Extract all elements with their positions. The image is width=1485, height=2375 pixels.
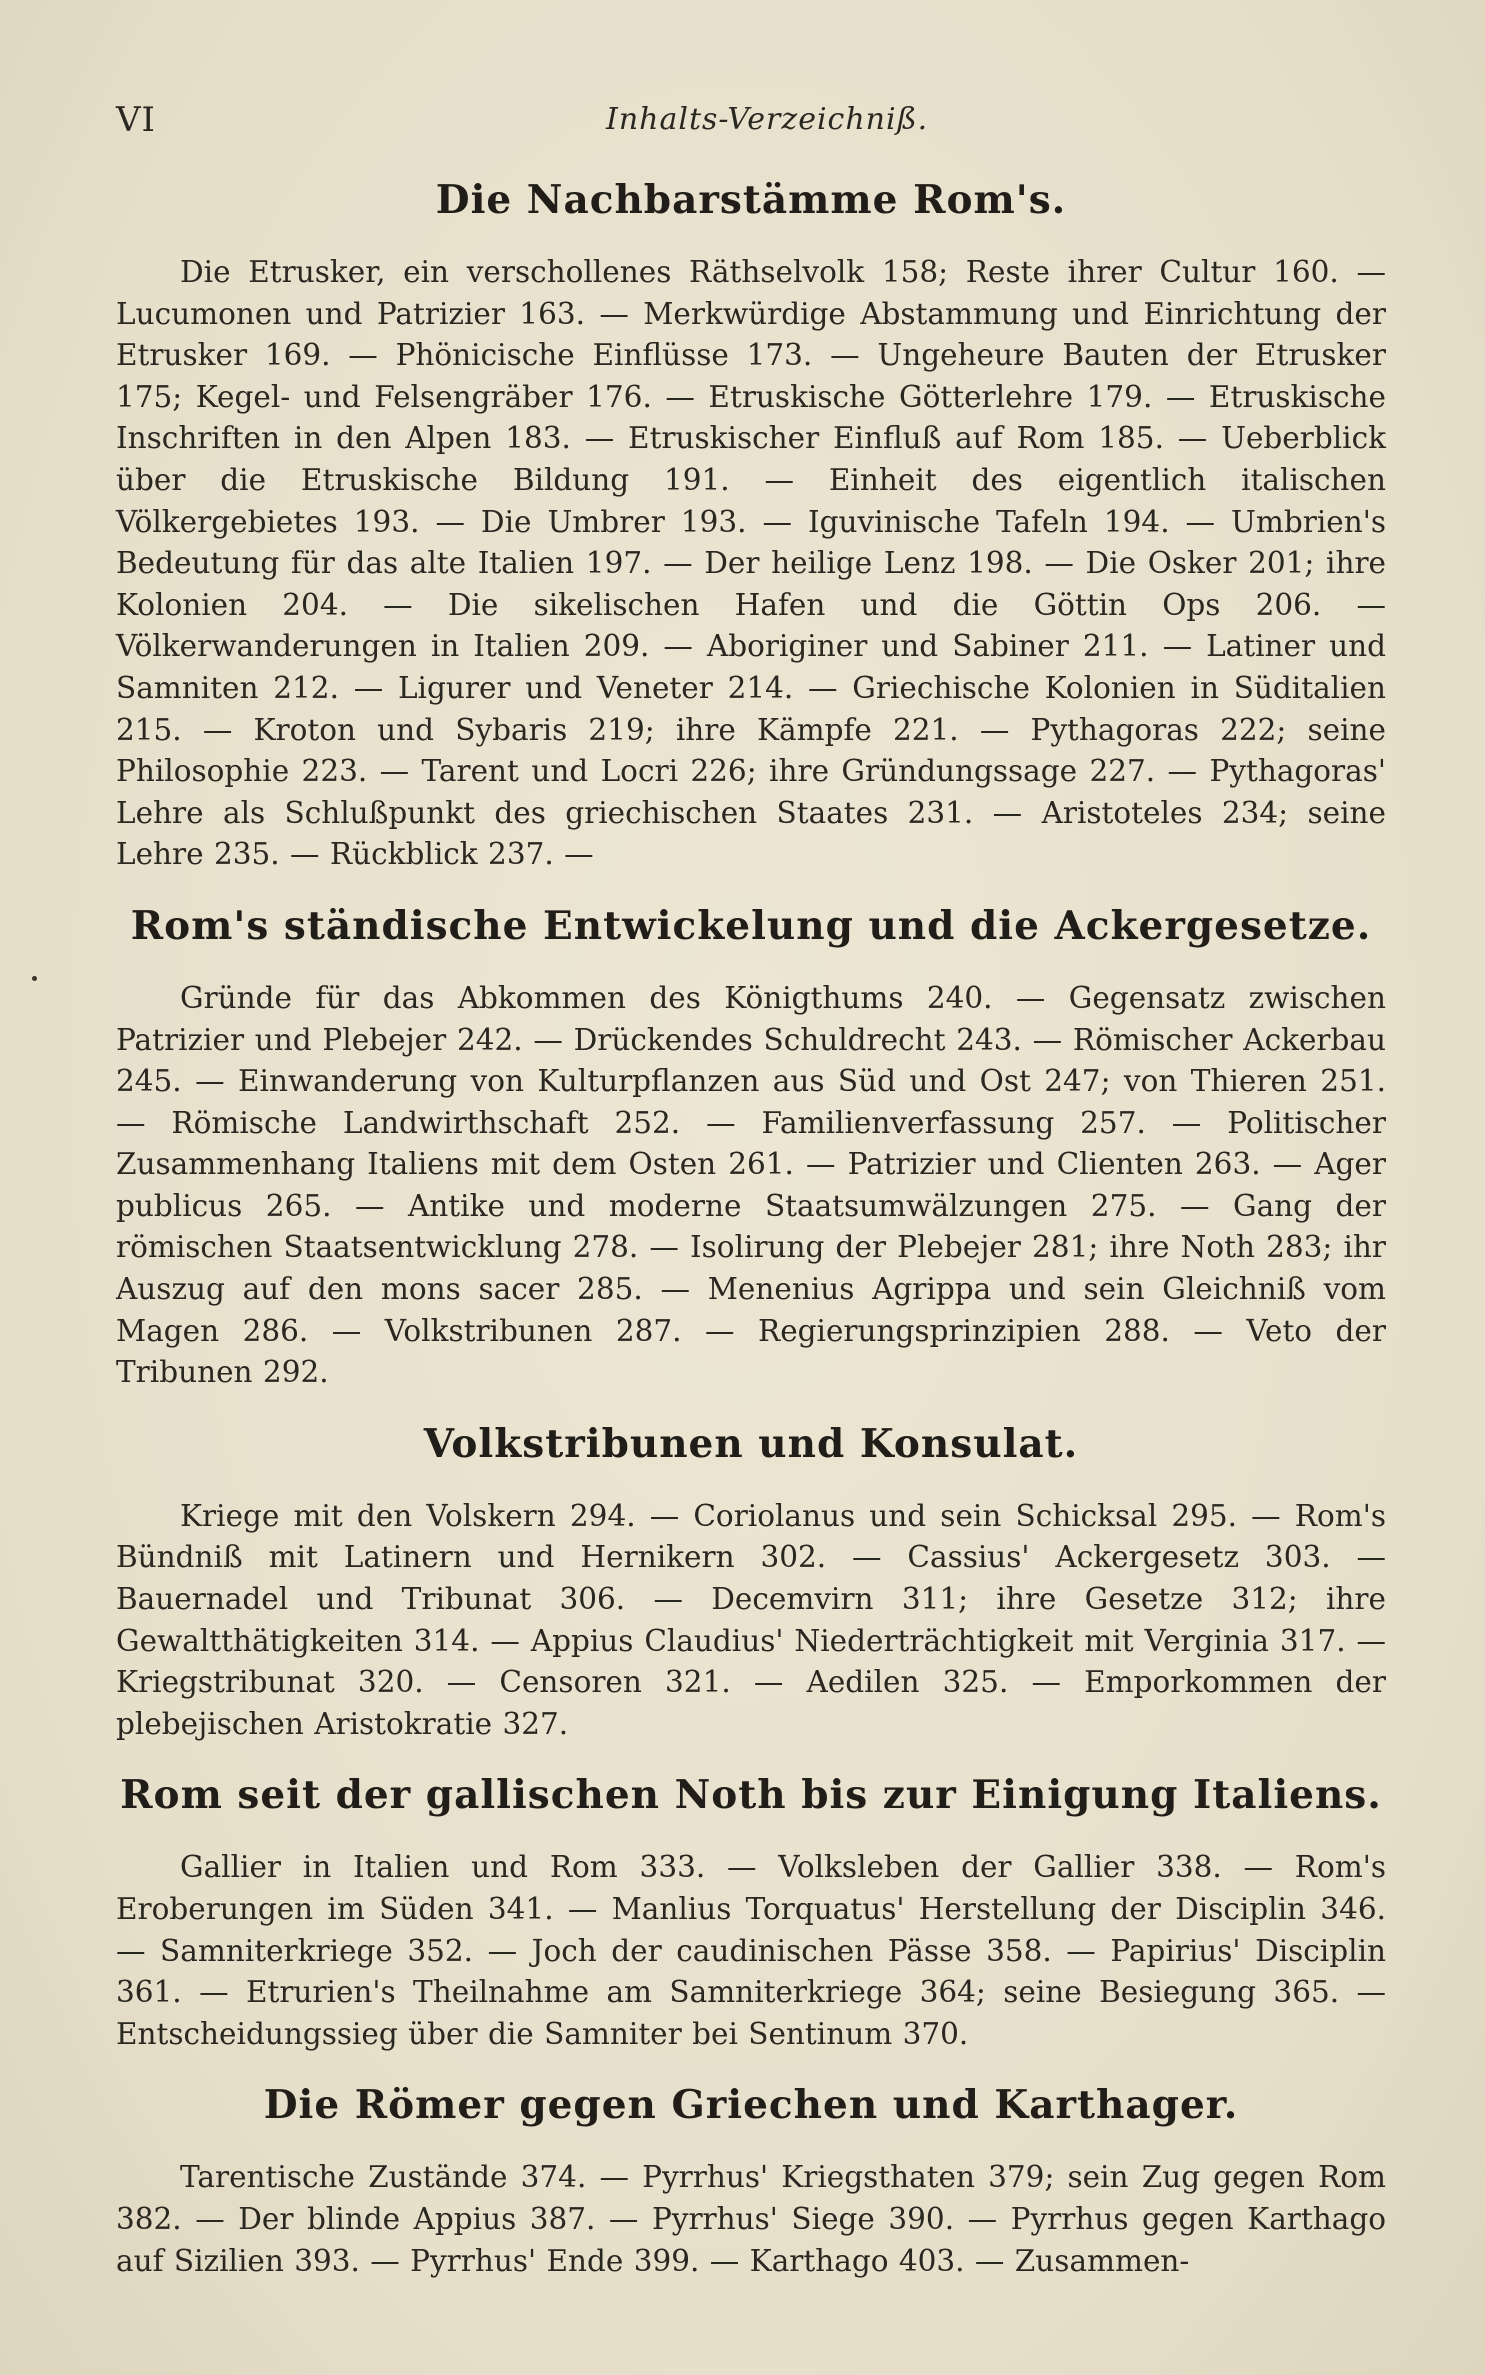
section-title: Rom's ständische Entwickelung und die Ackergesetze. [130, 902, 1372, 949]
section-text: Gründe für das Abkommen des Königthums 240. — Gegensatz zwischen Patrizier und Plebejer 242. — Drückendes Schuldrecht 243. — Römischer Ackerbau 245. — Einwanderung von Kulturpflanzen aus Süd und Ost 247; von Thieren 251. — Römische Landwirthschaft 252. — Familienverfassung 257. — Politischer Zusammenhang Italiens mit dem Osten 261. — Patrizier und Clienten 263. — Ager publicus 265. — Antike und moderne Staatsumwälzungen 275. — Gang der römischen Staatsentwicklung 278. — Isolirung der Plebejer 281; ihre Noth 283; ihr Auszug auf den mons sacer 285. — Menenius Agrippa und sein Gleichniß vom Magen 286. — Volkstribunen 287. — Regierungsprinzipien 288. — Veto der Tribunen 292. [116, 980, 1386, 1390]
section-nachbarstaemme [116, 170, 1386, 876]
section-title: Volkstribunen und Konsulat. [423, 1420, 1079, 1467]
running-head [116, 100, 1416, 144]
table-of-contents [116, 170, 1386, 2302]
section-title: Die Nachbarstämme Rom's. [435, 177, 1067, 223]
section-text: Gallier in Italien und Rom 333. — Volksleben der Gallier 338. — Rom's Eroberungen im Süden 341. — Manlius Torquatus' Herstellung der Disciplin 346. — Samniterkriege 352. — Joch der caudinischen Pässe 358. — Papirius' Disciplin 361. — Etrurien's Theilnahme am Samniterkriege 364; seine Besiegung 365. — Entscheidungssieg über die Samniter bei Sentinum 370. [116, 1850, 1386, 2051]
section-staendische-entwickelung [116, 896, 1386, 1394]
page-number: VI [116, 100, 156, 140]
section-griechen-karthager [116, 2075, 1386, 2282]
running-title: Inhalts-Verzeichniß. [606, 102, 929, 137]
margin-dot [32, 976, 37, 981]
section-title: Rom seit der gallischen Noth bis zur Einigung Italiens. [120, 1772, 1382, 1819]
section-volkstribunen [116, 1414, 1386, 1746]
section-gallische-noth [116, 1765, 1386, 2055]
section-text: Die Etrusker, ein verschollenes Räthselvolk 158; Reste ihrer Cultur 160. — Lucumonen und Patrizier 163. — Merkwürdige Abstammung und Einrichtung der Etrusker 169. — Phönicische Einflüsse 173. — Ungeheure Bauten der Etrusker 175; Kegel- und Felsengräber 176. — Etruskische Götterlehre 179. — Etruskische Inschriften in den Alpen 183. — Etruskischer Einfluß auf Rom 185. — Ueberblick über die Etruskische Bildung 191. — Einheit des eigentlich italischen Völkergebietes 193. — Die Umbrer 193. — Iguvinische Tafeln 194. — Umbrien's Bedeutung für das alte Italien 197. — Der heilige Lenz 198. — Die Osker 201; ihre Kolonien 204. — Die sikelischen Hafen und die Göttin Ops 206. — Völkerwanderungen in Italien 209. — Aboriginer und Sabiner 211. — Latiner und Samniten 212. — Ligurer und Veneter 214. — Griechische Kolonien in Süditalien 215. — Kroton und Sybaris 219; ihre Kämpfe 221. — Pythagoras 222; seine Philosophie 223. — Tarent und Locri 226; ihre Gründungssage 227. — Pythagoras' Lehre als Schlußpunkt des griechischen Staates 231. — Aristoteles 234; seine Lehre 235. — Rückblick 237. — [116, 255, 1386, 872]
section-title: Die Römer gegen Griechen und Karthager. [263, 2082, 1239, 2129]
section-text: Kriege mit den Volskern 294. — Coriolanus und sein Schicksal 295. — Rom's Bündniß mit Latinern und Hernikern 302. — Cassius' Ackergesetz 303. — Bauernadel und Tribunat 306. — Decemvirn 311; ihre Gesetze 312; ihre Gewaltthätigkeiten 314. — Appius Claudius' Niederträchtigkeit mit Verginia 317. — Kriegstribunat 320. — Censoren 321. — Aedilen 325. — Emporkommen der plebejischen Aristokratie 327. [116, 1498, 1386, 1741]
section-text: Tarentische Zustände 374. — Pyrrhus' Kriegsthaten 379; sein Zug gegen Rom 382. — Der blinde Appius 387. — Pyrrhus' Siege 390. — Pyrrhus gegen Karthago auf Sizilien 393. — Pyrrhus' Ende 399. — Karthago 403. — Zusammen- [116, 2160, 1386, 2278]
